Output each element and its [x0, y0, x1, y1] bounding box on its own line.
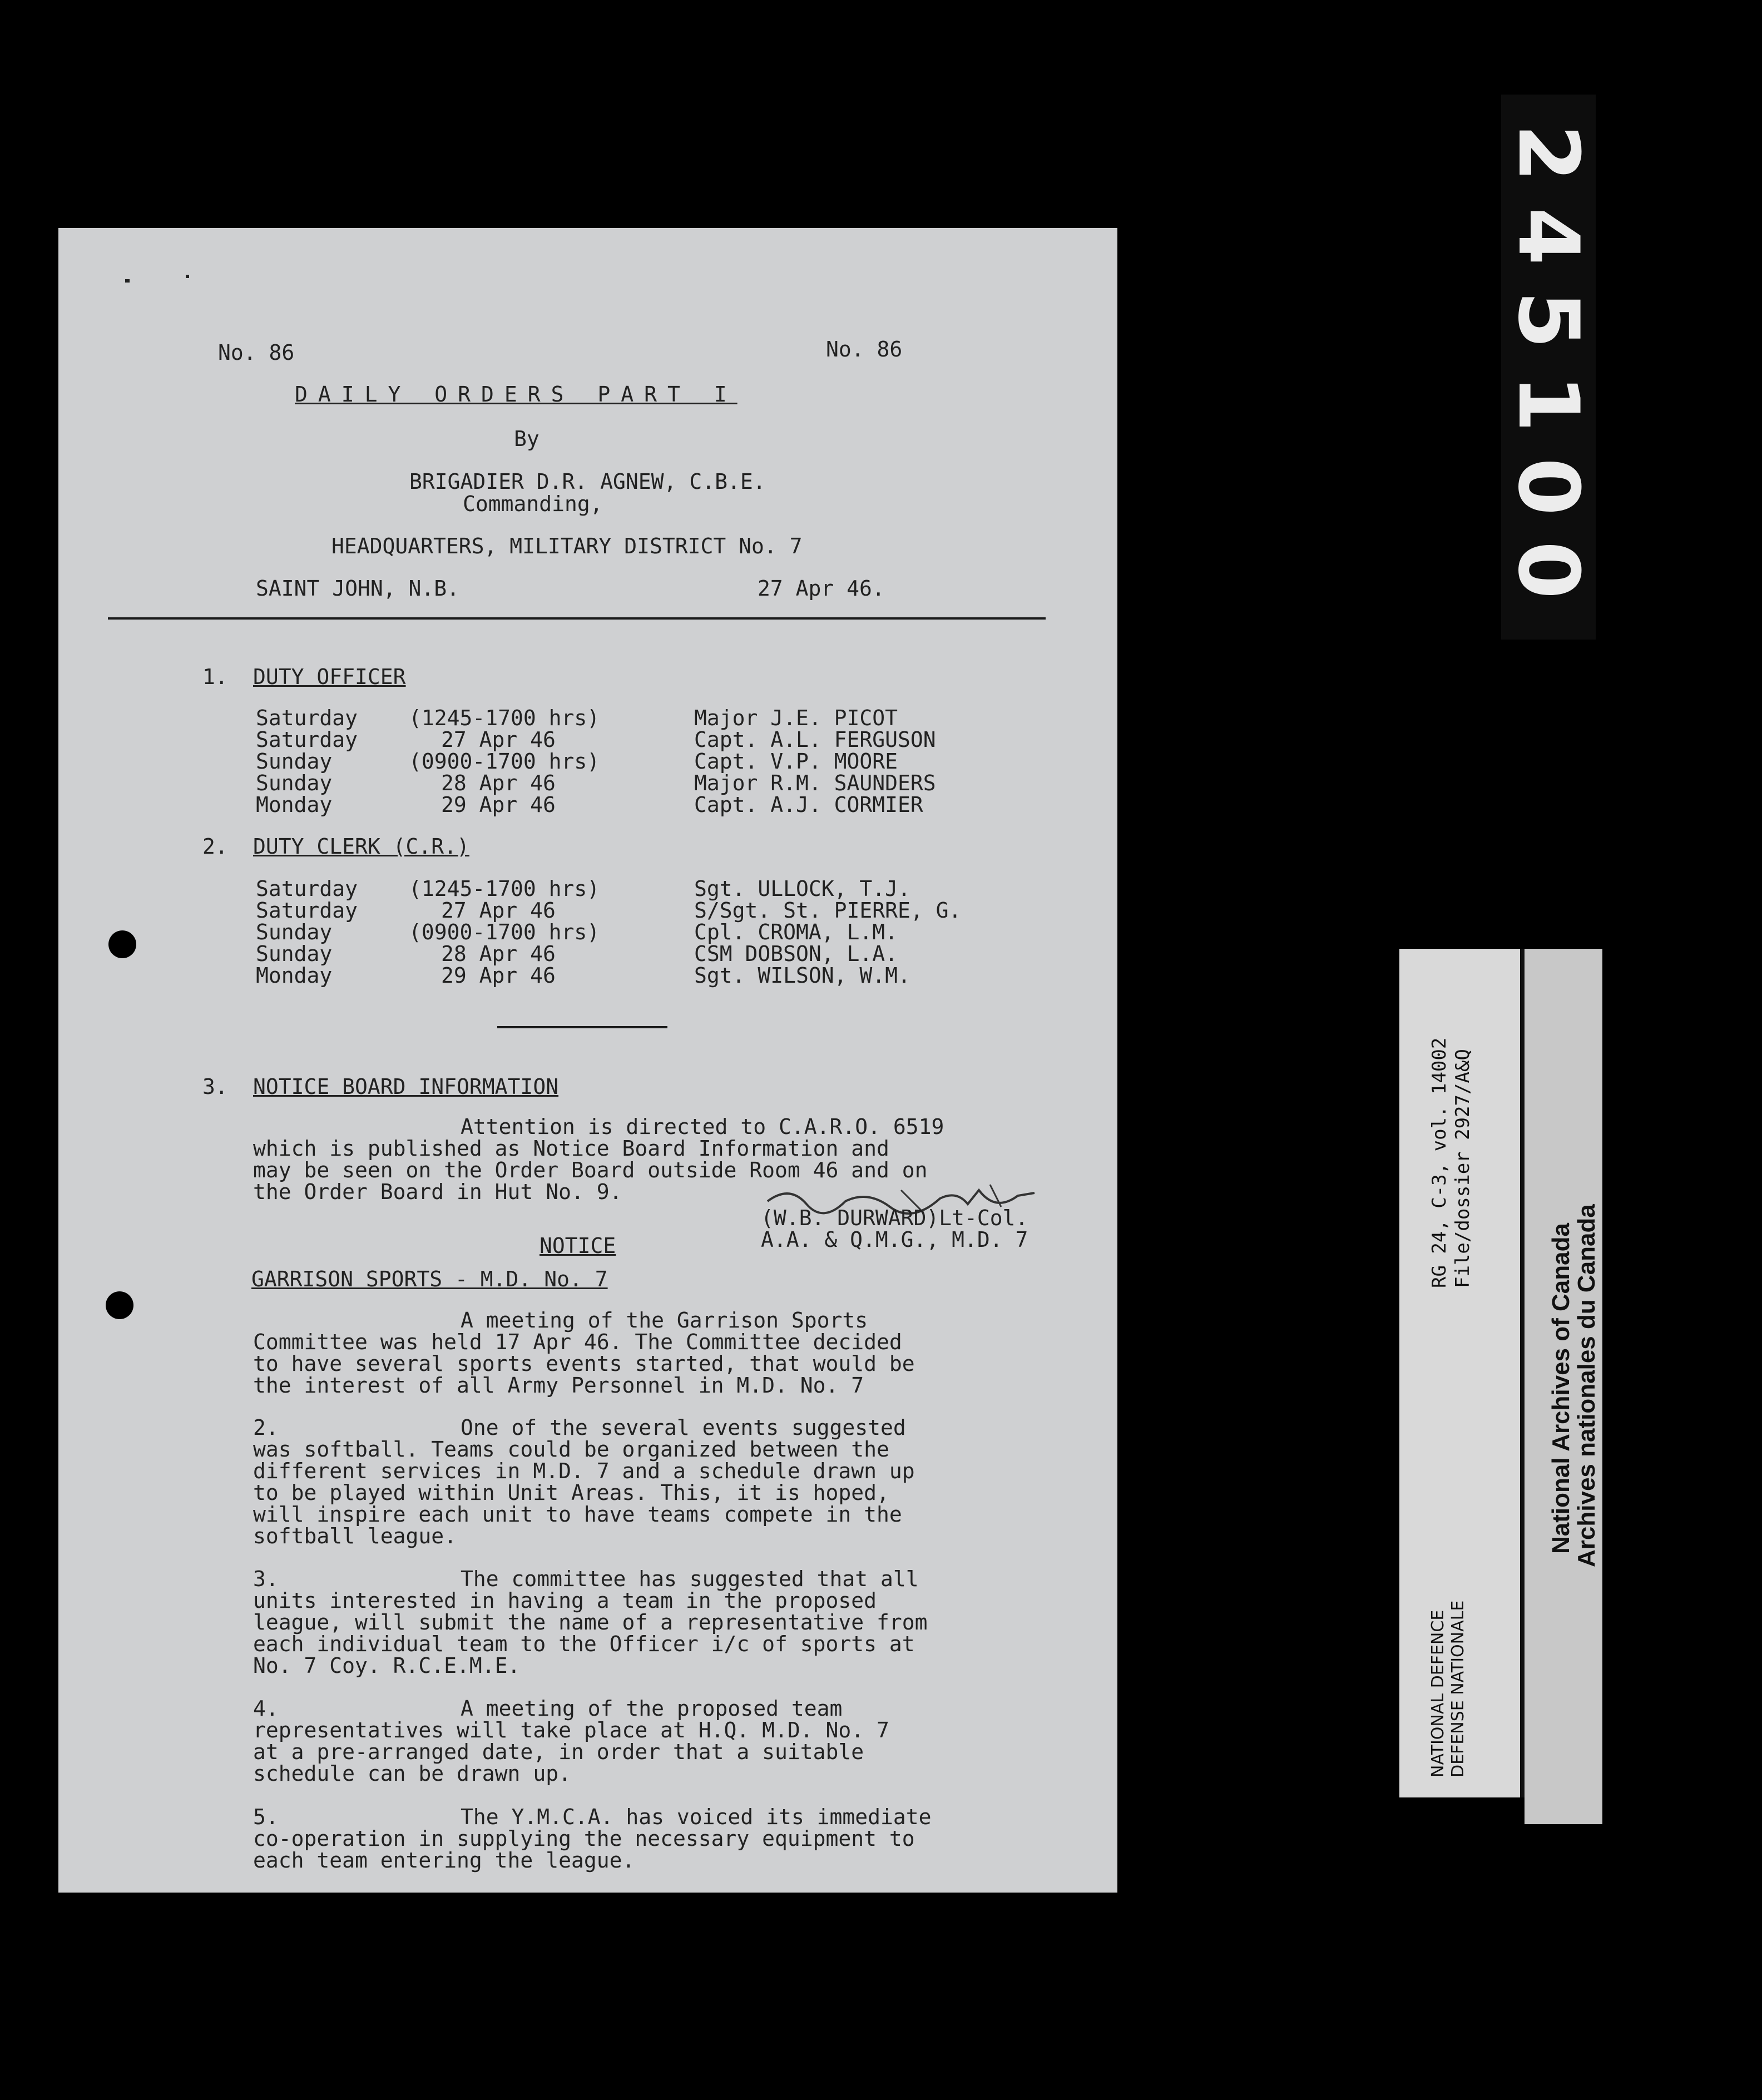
notice-paragraph-line: co-operation in supplying the necessary equipment to — [253, 1826, 915, 1851]
roster-day: Saturday — [256, 876, 358, 901]
frame-digit: 5 — [1499, 290, 1596, 349]
notice-paragraph-line: the interest of all Army Personnel in M.D. No. 7 — [253, 1373, 864, 1398]
notice-board-line: which is published as Notice Board Information and — [253, 1136, 889, 1161]
roster-name: Sgt. WILSON, W.M. — [694, 963, 910, 988]
notice-paragraph-line: A meeting of the proposed team — [461, 1696, 843, 1721]
notice-paragraph-line: will inspire each unit to have teams compete in the — [253, 1502, 902, 1527]
notice-paragraph-line: was softball. Teams could be organized between the — [253, 1437, 889, 1462]
roster-time: 27 Apr 46 — [441, 898, 556, 923]
roster-time: 28 Apr 46 — [441, 942, 556, 966]
notice-paragraph-line: The Y.M.C.A. has voiced its immediate — [461, 1805, 932, 1829]
frame-digit: 0 — [1499, 457, 1596, 516]
section-number: 2. — [202, 834, 228, 859]
roster-day: Sunday — [256, 942, 333, 966]
roster-day: Monday — [256, 793, 333, 817]
page-title-text: DAILY ORDERS PART I — [295, 382, 738, 407]
roster-time: 29 Apr 46 — [441, 963, 556, 988]
roster-name: Capt. V.P. MOORE — [694, 749, 898, 774]
frame-digit: 4 — [1499, 207, 1596, 266]
archive-dept-line2: DEFENSE NATIONALE — [1448, 1600, 1468, 1777]
notice-paragraph-line: to be played within Unit Areas. This, it is hoped, — [253, 1480, 889, 1505]
notice-board-line: the Order Board in Hut No. 9. — [253, 1180, 622, 1204]
roster-name: Major R.M. SAUNDERS — [694, 771, 936, 795]
paper-speck — [125, 279, 130, 283]
order-number-left: No. 86 — [218, 340, 295, 365]
page-title — [295, 382, 738, 407]
archive-dept-line1: NATIONAL DEFENCE — [1428, 1609, 1448, 1777]
notice-heading: NOTICE — [540, 1234, 616, 1258]
paper-speck — [186, 275, 189, 278]
frame-digit: 0 — [1499, 541, 1596, 600]
roster-day: Monday — [256, 963, 333, 988]
roster-time: 28 Apr 46 — [441, 771, 556, 795]
section-number: 3. — [202, 1074, 228, 1099]
frame-number — [1499, 111, 1596, 612]
archive-ref-line2: File/dossier 2927/A&Q — [1452, 1049, 1474, 1288]
paragraph-number: 5. — [253, 1805, 279, 1829]
notice-board-line: Attention is directed to C.A.R.O. 6519 — [461, 1115, 944, 1139]
archive-name-english: National Archives of Canada — [1547, 1223, 1575, 1554]
roster-time: 27 Apr 46 — [441, 727, 556, 752]
roster-day: Saturday — [256, 898, 358, 923]
frame-digit: 2 — [1499, 123, 1596, 182]
roster-day: Saturday — [256, 727, 358, 752]
notice-paragraph-line: schedule can be drawn up. — [253, 1761, 571, 1786]
notice-board-line: may be seen on the Order Board outside Room 46 and on — [253, 1158, 928, 1182]
roster-time: (1245-1700 hrs) — [409, 706, 600, 730]
paragraph-number: 4. — [253, 1696, 279, 1721]
notice-paragraph-line: different services in M.D. 7 and a schedule drawn up — [253, 1459, 915, 1483]
paragraph-number: 2. — [253, 1415, 279, 1440]
by-line: By — [514, 427, 540, 451]
punch-hole-top — [108, 930, 136, 958]
notice-paragraph-line: One of the several events suggested — [461, 1415, 906, 1440]
notice-paragraph-line: No. 7 Coy. R.C.E.M.E. — [253, 1653, 521, 1678]
roster-day: Sunday — [256, 920, 333, 944]
notice-paragraph-line: Committee was held 17 Apr 46. The Committee decided — [253, 1330, 902, 1354]
notice-paragraph-line: each individual team to the Officer i/c of sports at — [253, 1632, 915, 1656]
signature-name: (W.B. DURWARD)Lt-Col. — [761, 1206, 1028, 1230]
notice-paragraph-line: league, will submit the name of a representative from — [253, 1610, 928, 1635]
roster-time: (0900-1700 hrs) — [409, 920, 600, 944]
signature-title: A.A. & Q.M.G., M.D. 7 — [761, 1227, 1028, 1252]
notice-paragraph-line: A meeting of the Garrison Sports — [461, 1308, 868, 1333]
section-divider — [497, 1026, 667, 1028]
notice-paragraph-line: representatives will take place at H.Q. M.D. No. 7 — [253, 1718, 889, 1742]
notice-title: GARRISON SPORTS - M.D. No. 7 — [251, 1267, 608, 1291]
place-line: SAINT JOHN, N.B. — [256, 576, 460, 601]
roster-day: Sunday — [256, 749, 333, 774]
notice-paragraph-line: units interested in having a team in the proposed — [253, 1588, 877, 1613]
roster-day: Sunday — [256, 771, 333, 795]
roster-name: Capt. A.L. FERGUSON — [694, 727, 936, 752]
archive-name-french: Archives nationales du Canada — [1573, 1204, 1600, 1567]
roster-day: Saturday — [256, 706, 358, 730]
notice-paragraph-line: softball league. — [253, 1524, 457, 1548]
paragraph-number: 3. — [253, 1567, 279, 1591]
notice-paragraph-line: each team entering the league. — [253, 1848, 635, 1873]
section-title-duty-officer: DUTY OFFICER — [253, 665, 406, 689]
roster-name: Capt. A.J. CORMIER — [694, 793, 923, 817]
roster-time: 29 Apr 46 — [441, 793, 556, 817]
commanding-line: Commanding, — [463, 492, 603, 516]
date-line: 27 Apr 46. — [758, 576, 885, 601]
section-title-duty-clerk: DUTY CLERK (C.R.) — [253, 834, 469, 859]
commander-name: BRIGADIER D.R. AGNEW, C.B.E. — [409, 469, 766, 494]
notice-paragraph-line: The committee has suggested that all — [461, 1567, 919, 1591]
roster-time: (0900-1700 hrs) — [409, 749, 600, 774]
card-divider — [1520, 949, 1525, 1797]
notice-paragraph-line: to have several sports events started, that would be — [253, 1351, 915, 1376]
header-divider — [108, 617, 1046, 620]
roster-time: (1245-1700 hrs) — [409, 876, 600, 901]
archive-ref-line1: RG 24, C-3, vol. 14002 — [1428, 1037, 1451, 1288]
roster-name: Cpl. CROMA, L.M. — [694, 920, 898, 944]
roster-name: Major J.E. PICOT — [694, 706, 898, 730]
frame-digit: 1 — [1499, 374, 1596, 433]
roster-name: S/Sgt. St. PIERRE, G. — [694, 898, 962, 923]
section-title-notice-board: NOTICE BOARD INFORMATION — [253, 1074, 559, 1099]
section-number: 1. — [202, 665, 228, 689]
headquarters-line: HEADQUARTERS, MILITARY DISTRICT No. 7 — [331, 534, 803, 558]
notice-paragraph-line: at a pre-arranged date, in order that a suitable — [253, 1740, 864, 1764]
roster-name: Sgt. ULLOCK, T.J. — [694, 876, 910, 901]
order-number-right: No. 86 — [826, 337, 903, 361]
roster-name: CSM DOBSON, L.A. — [694, 942, 898, 966]
punch-hole-bottom — [106, 1291, 133, 1319]
